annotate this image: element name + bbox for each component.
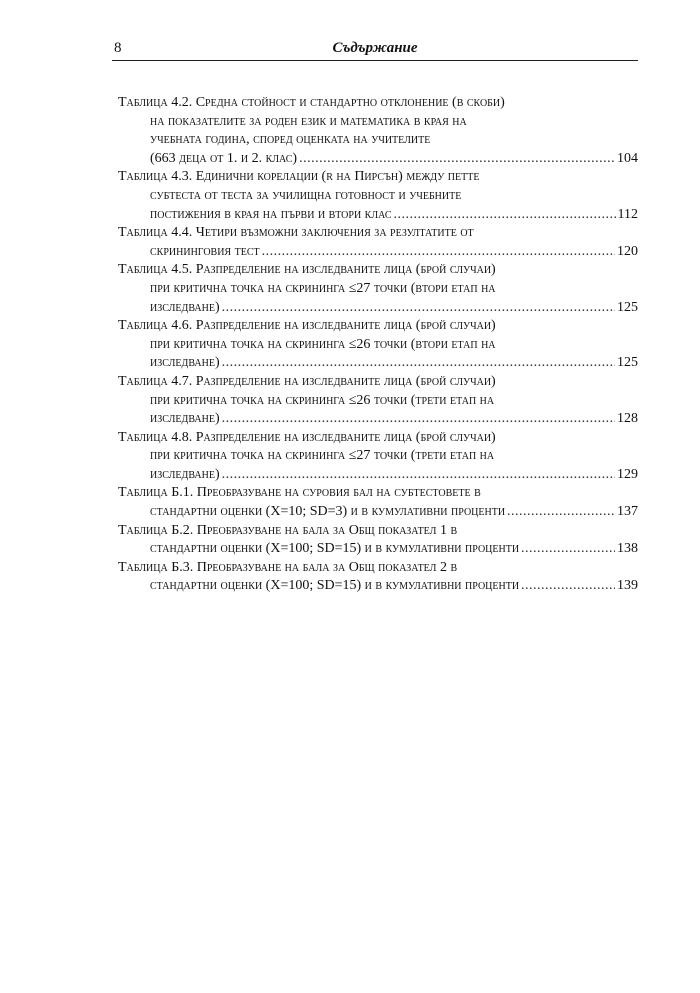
toc-page-number: 104: [617, 150, 638, 166]
toc-entry-line: [118, 540, 638, 559]
toc-entry-line: [118, 243, 638, 262]
toc-dot-leader: [521, 540, 615, 559]
toc-entry-line: при критична точка на скрининга ≤27 точки (втори етап на: [150, 280, 496, 296]
toc-entry: [118, 522, 638, 559]
toc-page-number: 139: [617, 578, 638, 594]
toc-page-number: 128: [617, 411, 638, 427]
toc-dot-leader: [507, 503, 615, 522]
toc-entry-text: стандартни оценки (X=10; SD=3) и в кумулативни проценти: [150, 504, 506, 520]
page-header: [112, 36, 638, 61]
toc-entry-text: изследване): [150, 299, 220, 315]
toc-entry-text: скрининговия тест: [150, 243, 260, 259]
toc-entry-text: стандартни оценки (X=100; SD=15) и в кумулативни проценти: [150, 541, 520, 557]
toc-page-number: 129: [617, 466, 638, 482]
page-number: 8: [114, 40, 122, 56]
toc-entry-line: [118, 410, 638, 429]
toc-entry: [118, 373, 638, 429]
toc-entry-text: изследване): [150, 355, 220, 371]
toc-entry-line: при критична точка на скрининга ≤27 точки (трети етап на: [150, 448, 495, 464]
toc-entry-line: субтеста от теста за училищна готовност и учебните: [150, 187, 462, 203]
toc-dot-leader: [394, 206, 616, 225]
toc-entry-line: Таблица 4.4. Четири възможни заключения за резултатите от: [118, 225, 474, 241]
toc-page-number: 125: [617, 355, 638, 371]
toc-page-number: 125: [617, 299, 638, 315]
toc-entry-line: Таблица Б.3. Преобразуване на бала за Общ показател 2 в: [118, 559, 458, 575]
toc-entry: [118, 168, 638, 224]
toc-dot-leader: [299, 150, 615, 169]
toc-entry-line: при критична точка на скрининга ≤26 точки (втори етап на: [150, 336, 496, 352]
toc-entry-line: Таблица 4.6. Разпределение на изследваните лица (брой случаи): [118, 318, 496, 334]
table-of-contents: [118, 94, 638, 596]
running-title: Съдържание: [332, 40, 418, 56]
toc-entry-line: Таблица 4.7. Разпределение на изследваните лица (брой случаи): [118, 373, 496, 389]
toc-dot-leader: [521, 577, 615, 596]
toc-entry-line: при критична точка на скрининга ≤26 точки (трети етап на: [150, 392, 495, 408]
toc-entry-text: изследване): [150, 466, 220, 482]
toc-entry-line: [118, 503, 638, 522]
toc-page-number: 137: [617, 504, 638, 520]
toc-entry-line: [118, 577, 638, 596]
toc-entry-line: на показателите за роден език и математика в края на: [150, 113, 467, 129]
toc-page-number: 138: [617, 541, 638, 557]
toc-page-number: 112: [617, 206, 638, 222]
toc-entry-line: [118, 150, 638, 169]
toc-entry: [118, 94, 638, 168]
toc-entry-line: [118, 206, 638, 225]
toc-entry-line: Таблица 4.5. Разпределение на изследваните лица (брой случаи): [118, 262, 496, 278]
toc-entry: [118, 429, 638, 485]
toc-entry-text: стандартни оценки (X=100; SD=15) и в кумулативни проценти: [150, 578, 520, 594]
toc-entry-line: [118, 466, 638, 485]
toc-entry-line: [118, 354, 638, 373]
toc-dot-leader: [222, 299, 615, 318]
toc-entry-line: Таблица 4.2. Средна стойност и стандартно отклонение (в скоби): [118, 95, 505, 110]
toc-entry: [118, 484, 638, 521]
toc-page-number: 120: [617, 243, 638, 259]
toc-entry: [118, 317, 638, 373]
toc-entry-line: Таблица Б.1. Преобразуване на суровия бал на субтестовете в: [118, 485, 481, 501]
toc-entry: [118, 261, 638, 317]
toc-dot-leader: [262, 243, 615, 262]
toc-entry-line: [118, 299, 638, 318]
toc-dot-leader: [222, 410, 615, 429]
toc-entry-text: изследване): [150, 411, 220, 427]
toc-entry-line: Таблица Б.2. Преобразуване на бала за Общ показател 1 в: [118, 522, 458, 538]
toc-entry: [118, 559, 638, 596]
toc-entry-line: Таблица 4.3. Единични корелации (r на Пирсън) между петте: [118, 169, 480, 185]
toc-entry-line: Таблица 4.8. Разпределение на изследваните лица (брой случаи): [118, 429, 496, 445]
toc-entry-line: учебната година, според оценката на учителите: [150, 132, 431, 148]
toc-dot-leader: [222, 354, 615, 373]
toc-entry: [118, 224, 638, 261]
toc-entry-text: (663 деца от 1. и 2. клас): [150, 150, 298, 166]
toc-dot-leader: [222, 466, 615, 485]
toc-entry-text: постижения в края на първи и втори клас: [150, 206, 392, 222]
